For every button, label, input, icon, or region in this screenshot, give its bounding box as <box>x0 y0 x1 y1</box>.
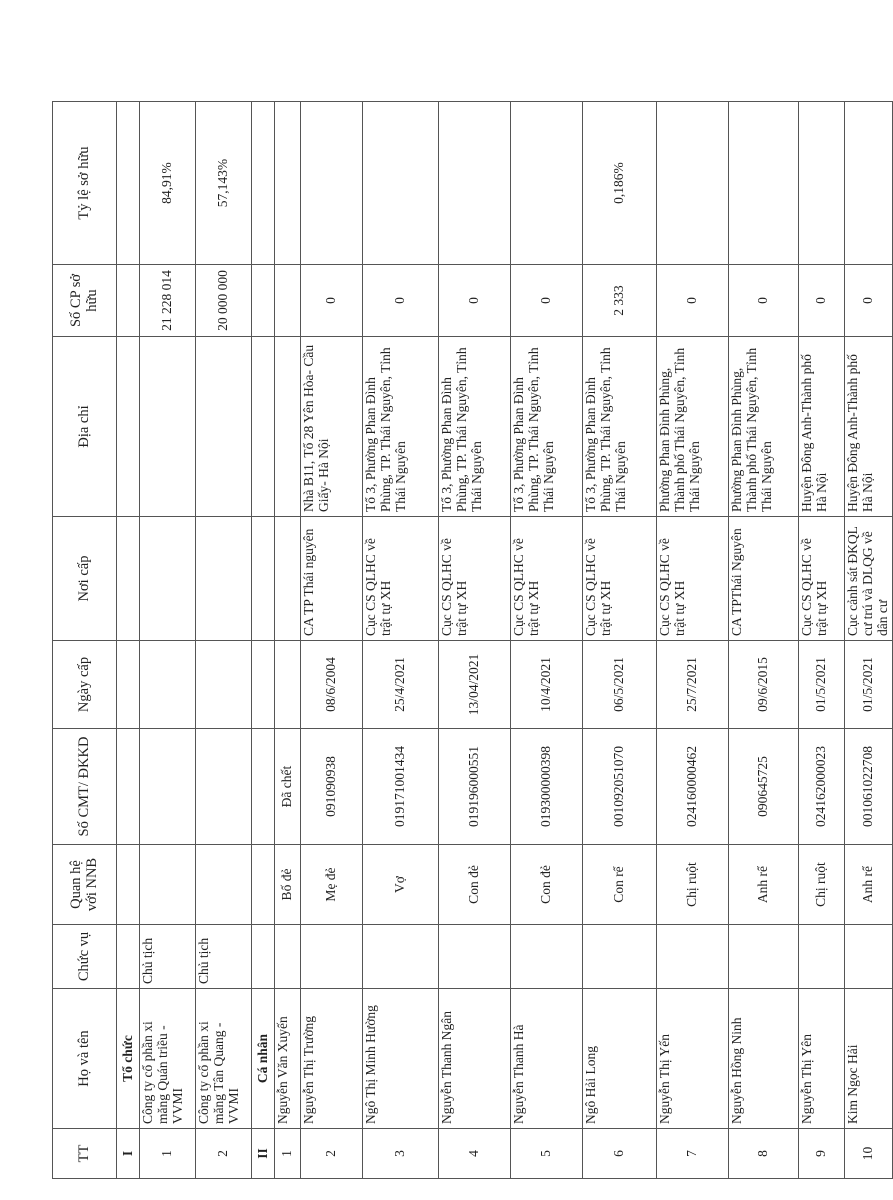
cell-address: Huyện Đông Anh-Thành phố Hà Nội <box>845 337 893 517</box>
cell-issue-date <box>275 641 301 729</box>
cell-address: Phường Phan Đình Phùng, Thành phố Thái Nguyên, Tỉnh Thái Nguyên <box>657 337 729 517</box>
cell-ratio: 0,186% <box>583 102 657 265</box>
cell-issue-date: 13/04/2021 <box>439 641 511 729</box>
cell-relation <box>196 845 252 925</box>
cell-id-number: 024162000023 <box>799 729 845 845</box>
cell-tt: 9 <box>799 1129 845 1179</box>
table-row <box>799 102 845 1179</box>
cell-relation: Anh rể <box>729 845 799 925</box>
cell-issue-place: Cục CS QLHC về trật tự XH <box>511 517 583 641</box>
empty-cell <box>252 925 275 989</box>
cell-issue-place <box>196 517 252 641</box>
cell-issue-date: 06/5/2021 <box>583 641 657 729</box>
section-number: II <box>252 1129 275 1179</box>
empty-cell <box>117 517 140 641</box>
cell-issue-date: 25/4/2021 <box>363 641 439 729</box>
section-header-row <box>252 102 275 1179</box>
table-row <box>845 102 893 1179</box>
cell-tt: 3 <box>363 1129 439 1179</box>
cell-issue-place: Cục CS QLHC về trật tự XH <box>799 517 845 641</box>
empty-cell <box>252 337 275 517</box>
cell-address: Tổ 3, Phường Phan Đình Phùng, TP. Thái Nguyên, Tỉnh Thái Nguyên <box>583 337 657 517</box>
section-title: Cá nhân <box>252 989 275 1129</box>
table-row <box>657 102 729 1179</box>
cell-ratio: 57,143% <box>196 102 252 265</box>
cell-address: Tổ 3, Phường Phan Đình Phùng, TP. Thái Nguyên, Tỉnh Thái Nguyên <box>439 337 511 517</box>
table-row <box>140 102 196 1179</box>
empty-cell <box>252 517 275 641</box>
cell-relation: Mẹ đẻ <box>301 845 363 925</box>
cell-tt: 8 <box>729 1129 799 1179</box>
cell-address: Tổ 3, Phường Phan Đình Phùng, TP. Thái Nguyên, Tỉnh Thái Nguyên <box>511 337 583 517</box>
header-shares: Số CP sở hữu <box>53 265 117 337</box>
table-row <box>729 102 799 1179</box>
cell-position <box>511 925 583 989</box>
header-issue-date: Ngày cấp <box>53 641 117 729</box>
cell-position <box>363 925 439 989</box>
cell-shares: 0 <box>799 265 845 337</box>
cell-id-number <box>140 729 196 845</box>
cell-name: Kim Ngọc Hải <box>845 989 893 1129</box>
cell-id-number: 019196000551 <box>439 729 511 845</box>
cell-issue-date: 10/4/2021 <box>511 641 583 729</box>
cell-name: Nguyễn Văn Xuyến <box>275 989 301 1129</box>
cell-shares: 20 000 000 <box>196 265 252 337</box>
cell-tt: 7 <box>657 1129 729 1179</box>
cell-shares: 0 <box>439 265 511 337</box>
cell-name: Nguyễn Thị Trường <box>301 989 363 1129</box>
cell-tt: 2 <box>196 1129 252 1179</box>
cell-address <box>140 337 196 517</box>
cell-tt: 1 <box>140 1129 196 1179</box>
cell-shares: 0 <box>363 265 439 337</box>
cell-address: Tổ 3, Phường Phan Đình Phùng, TP. Thái Nguyên, Tỉnh Thái Nguyên <box>363 337 439 517</box>
cell-relation: Chị ruột <box>657 845 729 925</box>
cell-position <box>439 925 511 989</box>
table-body <box>117 102 893 1179</box>
cell-issue-date <box>196 641 252 729</box>
cell-address: Nhà B11, Tổ 28 Yên Hòa- Cầu Giấy- Hà Nội <box>301 337 363 517</box>
cell-relation <box>140 845 196 925</box>
table-row <box>301 102 363 1179</box>
empty-cell <box>117 641 140 729</box>
related-persons-table <box>52 101 893 1179</box>
cell-issue-date <box>140 641 196 729</box>
cell-tt: 6 <box>583 1129 657 1179</box>
cell-tt: 4 <box>439 1129 511 1179</box>
table-row <box>439 102 511 1179</box>
cell-issue-place: Cục CS QLHC về trật tự XH <box>439 517 511 641</box>
cell-shares: 0 <box>511 265 583 337</box>
cell-issue-place: Cục CS QLHC về trật tự XH <box>657 517 729 641</box>
cell-relation: Con đẻ <box>439 845 511 925</box>
cell-relation: Chị ruột <box>799 845 845 925</box>
cell-shares: 0 <box>657 265 729 337</box>
cell-ratio <box>439 102 511 265</box>
cell-tt: 1 <box>275 1129 301 1179</box>
cell-name: Nguyễn Thị Yến <box>657 989 729 1129</box>
cell-address <box>275 337 301 517</box>
cell-position <box>799 925 845 989</box>
cell-tt: 2 <box>301 1129 363 1179</box>
cell-name: Công ty cổ phần xi măng Tân Quang - VVMI <box>196 989 252 1129</box>
cell-id-number <box>196 729 252 845</box>
cell-position <box>657 925 729 989</box>
cell-issue-date: 01/5/2021 <box>799 641 845 729</box>
header-id-number: Số CMT/ ĐKKD <box>53 729 117 845</box>
header-issue-place: Nơi cấp <box>53 517 117 641</box>
cell-id-number: 024160000462 <box>657 729 729 845</box>
cell-issue-date: 25/7/2021 <box>657 641 729 729</box>
empty-cell <box>252 845 275 925</box>
cell-ratio <box>729 102 799 265</box>
empty-cell <box>252 641 275 729</box>
section-number: I <box>117 1129 140 1179</box>
cell-issue-place: CA TP Thái nguyên <box>301 517 363 641</box>
cell-ratio <box>275 102 301 265</box>
empty-cell <box>252 265 275 337</box>
cell-issue-place <box>275 517 301 641</box>
cell-ratio <box>845 102 893 265</box>
cell-position <box>275 925 301 989</box>
cell-position <box>729 925 799 989</box>
cell-shares: 2 333 <box>583 265 657 337</box>
empty-cell <box>117 925 140 989</box>
document-page <box>52 102 890 1179</box>
cell-ratio <box>799 102 845 265</box>
cell-issue-date: 08/6/2004 <box>301 641 363 729</box>
section-header-row <box>117 102 140 1179</box>
cell-shares: 0 <box>845 265 893 337</box>
cell-relation: Bố đẻ <box>275 845 301 925</box>
cell-tt: 5 <box>511 1129 583 1179</box>
cell-relation: Anh rể <box>845 845 893 925</box>
empty-cell <box>117 102 140 265</box>
cell-tt: 10 <box>845 1129 893 1179</box>
empty-cell <box>117 729 140 845</box>
cell-id-number: 090645725 <box>729 729 799 845</box>
cell-issue-date: 01/5/2021 <box>845 641 893 729</box>
cell-ratio <box>363 102 439 265</box>
cell-name: Ngô Hải Long <box>583 989 657 1129</box>
cell-position: Chủ tịch <box>196 925 252 989</box>
empty-cell <box>252 102 275 265</box>
cell-name: Nguyễn Thanh Ngân <box>439 989 511 1129</box>
cell-position: Chủ tịch <box>140 925 196 989</box>
cell-name: Nguyễn Thị Yên <box>799 989 845 1129</box>
cell-shares: 21 228 014 <box>140 265 196 337</box>
empty-cell <box>117 845 140 925</box>
header-ratio: Tỷ lệ sở hữu <box>53 102 117 265</box>
cell-ratio <box>301 102 363 265</box>
cell-name: Ngô Thị Minh Hường <box>363 989 439 1129</box>
cell-name: Nguyễn Hồng Ninh <box>729 989 799 1129</box>
cell-issue-place <box>140 517 196 641</box>
cell-id-number: 019171001434 <box>363 729 439 845</box>
cell-ratio <box>657 102 729 265</box>
cell-issue-place: CA TPThái Nguyên <box>729 517 799 641</box>
cell-name: Nguyễn Thanh Hà <box>511 989 583 1129</box>
cell-shares: 0 <box>301 265 363 337</box>
cell-address: Huyện Đông Anh-Thành phố Hà Nội <box>799 337 845 517</box>
cell-issue-place: Cục cảnh sát ĐKQL cư trú và DLQG về dân cư <box>845 517 893 641</box>
table-header-row <box>53 102 117 1179</box>
cell-issue-place: Cục CS QLHC về trật tự XH <box>583 517 657 641</box>
empty-cell <box>117 337 140 517</box>
cell-issue-place: Cục CS QLHC về trật tự XH <box>363 517 439 641</box>
section-title: Tổ chức <box>117 989 140 1129</box>
header-address: Địa chỉ <box>53 337 117 517</box>
empty-cell <box>117 265 140 337</box>
cell-shares: 0 <box>729 265 799 337</box>
header-name: Họ và tên <box>53 989 117 1129</box>
cell-address <box>196 337 252 517</box>
table-row <box>583 102 657 1179</box>
header-relation: Quan hệ với NNB <box>53 845 117 925</box>
cell-ratio: 84,91% <box>140 102 196 265</box>
cell-id-number: 001061022708 <box>845 729 893 845</box>
cell-position <box>583 925 657 989</box>
cell-relation: Vợ <box>363 845 439 925</box>
cell-id-number: 001092051070 <box>583 729 657 845</box>
cell-id-number: 019300000398 <box>511 729 583 845</box>
header-position: Chức vụ <box>53 925 117 989</box>
table-row <box>275 102 301 1179</box>
table-row <box>511 102 583 1179</box>
cell-shares <box>275 265 301 337</box>
table-row <box>196 102 252 1179</box>
cell-position <box>845 925 893 989</box>
cell-ratio <box>511 102 583 265</box>
header-tt: TT <box>53 1129 117 1179</box>
cell-id-number: Đã chết <box>275 729 301 845</box>
table-row <box>363 102 439 1179</box>
cell-address: Phường Phan Đình Phùng, Thành phố Thái Nguyên, Tỉnh Thái Nguyên <box>729 337 799 517</box>
cell-name: Công ty cổ phần xi măng Quán triều - VVMI <box>140 989 196 1129</box>
cell-relation: Con rể <box>583 845 657 925</box>
empty-cell <box>252 729 275 845</box>
cell-issue-date: 09/6/2015 <box>729 641 799 729</box>
cell-position <box>301 925 363 989</box>
rotated-content <box>52 102 890 1179</box>
cell-id-number: 091090938 <box>301 729 363 845</box>
cell-relation: Con đẻ <box>511 845 583 925</box>
